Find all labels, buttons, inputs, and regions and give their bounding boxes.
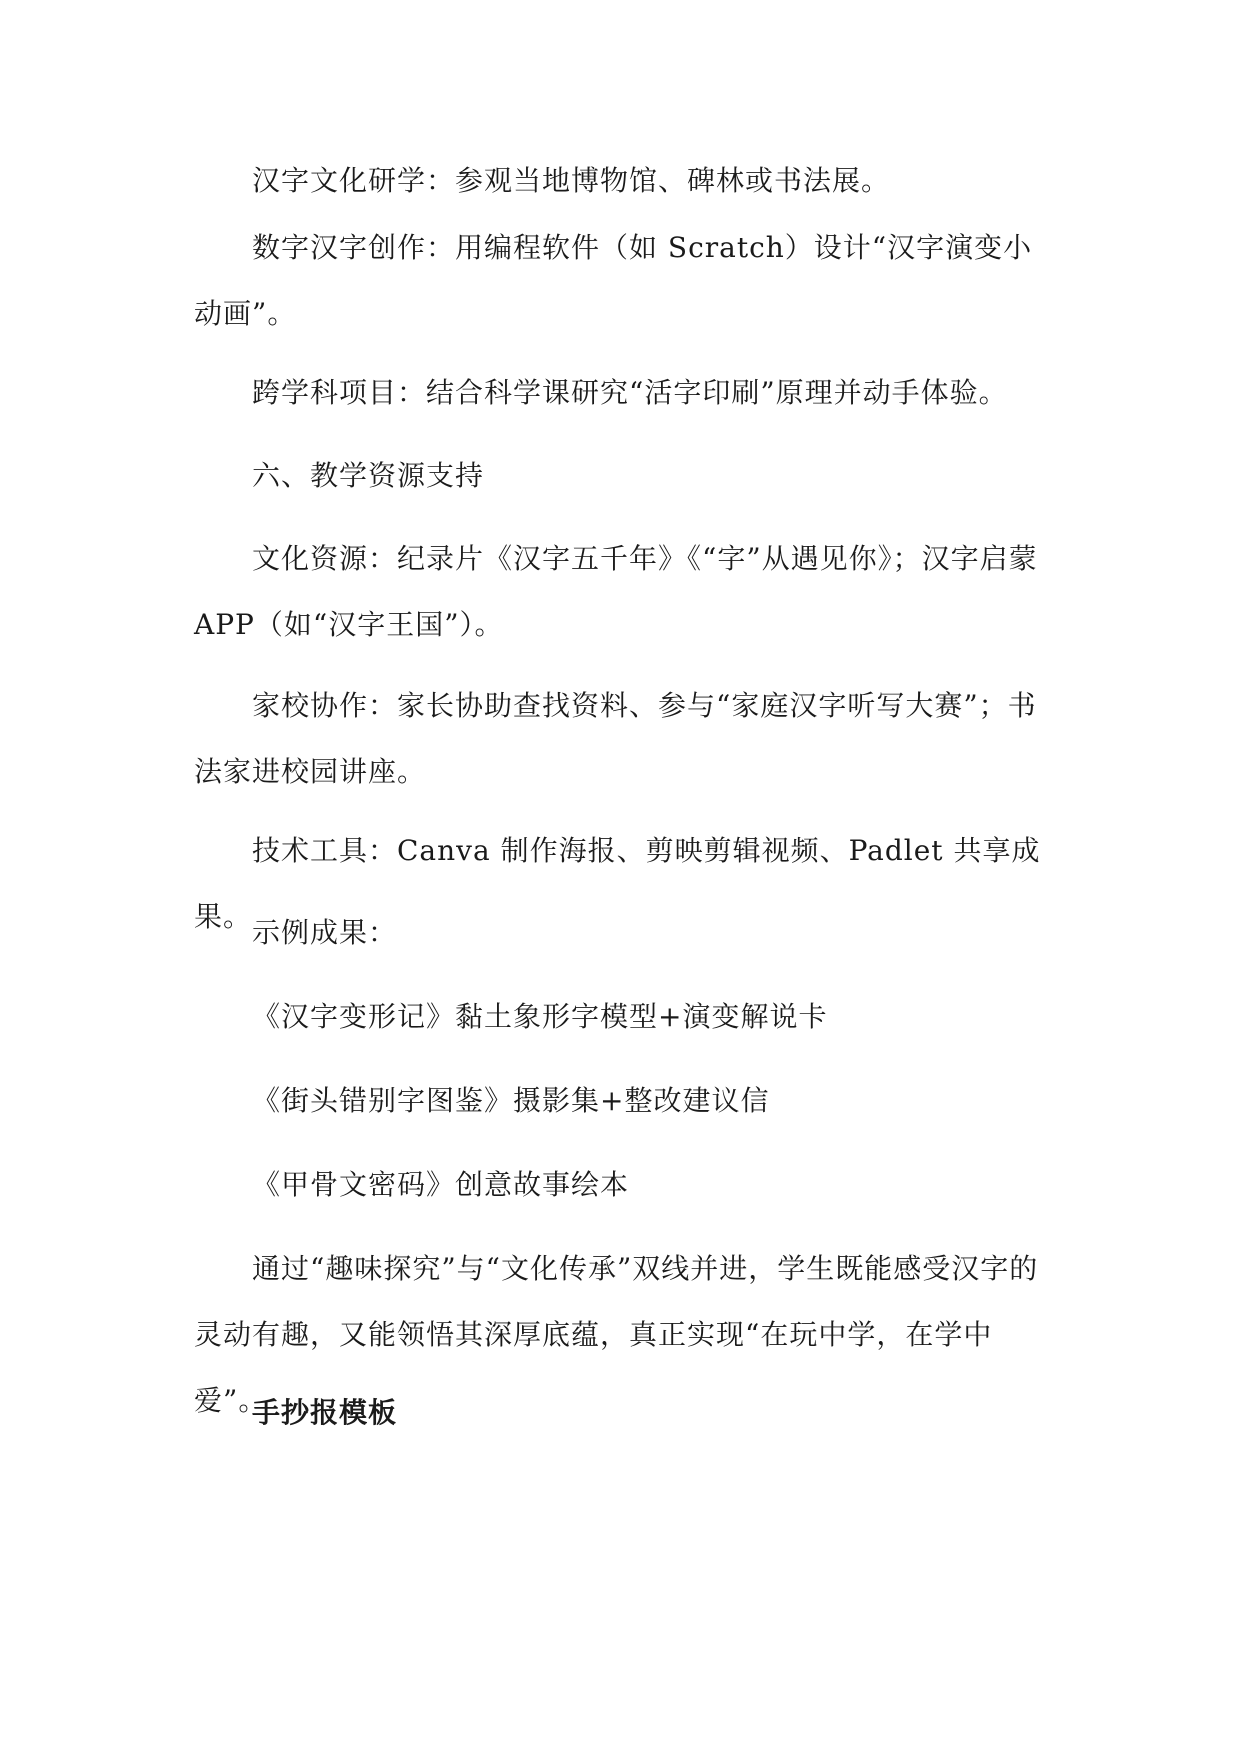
section-heading-template: 手抄报模板: [252, 1396, 398, 1429]
example-item: 《甲骨文密码》创意故事绘本: [252, 1168, 630, 1201]
paragraph-cultural-resources: 文化资源：纪录片《汉字五千年》《“字”从遇见你》；汉字启蒙 APP（如“汉字王国”）。: [194, 542, 1038, 641]
paragraph-tech-tools: 技术工具：Canva 制作海报、剪映剪辑视频、Padlet 共享成果。: [194, 834, 1041, 933]
paragraph-cultural-study: 汉字文化研学：参观当地博物馆、碑林或书法展。: [252, 164, 891, 197]
paragraph-examples-label: 示例成果：: [252, 916, 398, 949]
example-item: 《街头错别字图鉴》摄影集+整改建议信: [252, 1084, 770, 1117]
paragraph-home-school: 家校协作：家长协助查找资料、参与“家庭汉字听写大赛”；书法家进校园讲座。: [194, 689, 1037, 788]
paragraph-conclusion: 通过“趣味探究”与“文化传承”双线并进，学生既能感受汉字的灵动有趣，又能领悟其深厚底蕴，真正实现“在玩中学，在学中爱”。: [194, 1252, 1039, 1417]
section-heading-resources: 六、教学资源支持: [252, 459, 485, 492]
example-item: 《汉字变形记》黏土象形字模型+演变解说卡: [252, 1000, 828, 1033]
paragraph-digital-creation: 数字汉字创作：用编程软件（如 Scratch）设计“汉字演变小动画”。: [194, 231, 1033, 330]
paragraph-cross-subject: 跨学科项目：结合科学课研究“活字印刷”原理并动手体验。: [252, 376, 1008, 409]
